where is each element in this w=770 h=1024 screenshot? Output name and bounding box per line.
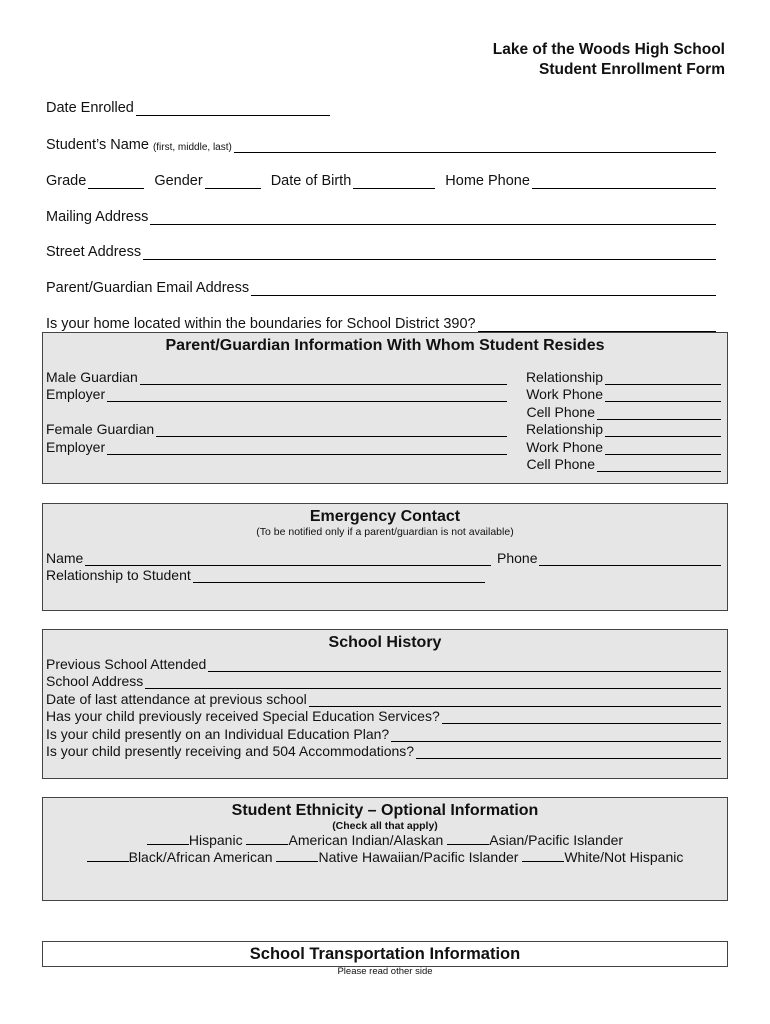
- last-attendance-field[interactable]: [309, 692, 721, 707]
- guardian-section: [42, 332, 728, 484]
- ethnicity-line-1: [43, 832, 727, 849]
- female-guardian-label: Female Guardian: [46, 421, 155, 437]
- street-address-field[interactable]: [143, 245, 716, 260]
- dob-label: Date of Birth: [270, 173, 352, 189]
- transportation-section: [42, 941, 728, 967]
- date-enrolled-label: Date Enrolled: [46, 100, 134, 116]
- date-enrolled-row: [46, 100, 716, 116]
- school-address-label: School Address: [46, 673, 144, 689]
- male-relationship-field[interactable]: [605, 370, 721, 385]
- previous-school-field[interactable]: [208, 657, 721, 672]
- home-phone-field[interactable]: [532, 174, 716, 189]
- transportation-section-title: School Transportation Information: [249, 945, 521, 963]
- american-indian-checkbox[interactable]: [246, 832, 288, 845]
- male-employer-label: Employer: [46, 386, 106, 402]
- grade-row: [46, 173, 716, 189]
- female-guardian-field[interactable]: [156, 422, 507, 437]
- female-cell-row: [46, 455, 721, 473]
- district-answer-field[interactable]: [478, 317, 716, 332]
- female-cell-phone-field[interactable]: [597, 457, 721, 472]
- male-cell-phone-field[interactable]: [597, 405, 721, 420]
- history-section-title: School History: [328, 634, 442, 651]
- male-work-phone-label: Work Phone: [526, 386, 603, 402]
- school-address-field[interactable]: [145, 674, 721, 689]
- emergency-phone-label: Phone: [497, 549, 538, 566]
- ethnicity-line-2: [43, 849, 727, 866]
- previous-school-row: [46, 654, 721, 672]
- native-hawaiian-checkbox[interactable]: [276, 849, 318, 862]
- female-guardian-row: [46, 420, 721, 438]
- emergency-phone-field[interactable]: [539, 551, 721, 566]
- emergency-relationship-field[interactable]: [193, 568, 485, 583]
- ethnicity-subtitle: (Check all that apply): [332, 820, 438, 832]
- iep-label: Is your child presently on an Individual Education Plan?: [46, 725, 390, 742]
- date-enrolled-field[interactable]: [136, 101, 330, 116]
- previous-school-label: Previous School Attended: [46, 655, 207, 672]
- gender-label: Gender: [154, 173, 203, 189]
- hispanic-checkbox[interactable]: [147, 832, 189, 845]
- mailing-address-label: Mailing Address: [46, 209, 149, 225]
- female-cell-phone-label: Cell Phone: [526, 456, 595, 472]
- guardian-section-title: Parent/Guardian Information With Whom Student Resides: [165, 337, 605, 354]
- guardian-email-row: [46, 280, 716, 296]
- male-guardian-label: Male Guardian: [46, 368, 138, 385]
- male-work-phone-field[interactable]: [605, 387, 721, 402]
- male-cell-phone-label: Cell Phone: [526, 403, 595, 420]
- american-indian-label: American Indian/Alaskan: [288, 832, 444, 848]
- mailing-address-row: [46, 209, 716, 225]
- ethnicity-section-title: Student Ethnicity – Optional Information: [231, 802, 539, 819]
- guardian-email-field[interactable]: [251, 281, 716, 296]
- white-checkbox[interactable]: [522, 849, 564, 862]
- school-name: Lake of the Woods High School: [492, 41, 725, 58]
- emergency-relationship-label: Relationship to Student: [46, 567, 191, 583]
- grade-label: Grade: [46, 173, 87, 189]
- native-hawaiian-label: Native Hawaiian/Pacific Islander: [318, 849, 519, 865]
- special-ed-label: Has your child previously received Special Education Services?: [46, 708, 440, 724]
- iep-field[interactable]: [391, 727, 721, 742]
- gender-field[interactable]: [205, 174, 261, 189]
- emergency-name-label: Name: [46, 549, 84, 566]
- mailing-address-field[interactable]: [150, 210, 716, 225]
- dob-field[interactable]: [353, 174, 435, 189]
- asian-checkbox[interactable]: [447, 832, 489, 845]
- student-name-row: [46, 137, 716, 153]
- iep-row: [46, 724, 721, 742]
- grade-field[interactable]: [88, 174, 144, 189]
- female-work-phone-label: Work Phone: [526, 438, 603, 455]
- last-attendance-row: [46, 689, 721, 707]
- home-phone-label: Home Phone: [445, 173, 530, 189]
- form-title: Student Enrollment Form: [539, 61, 725, 78]
- black-label: Black/African American: [128, 849, 273, 865]
- last-attendance-label: Date of last attendance at previous school: [46, 690, 307, 707]
- emergency-section-title: Emergency Contact: [309, 508, 461, 525]
- male-relationship-label: Relationship: [525, 368, 603, 385]
- student-name-field[interactable]: [234, 138, 716, 153]
- male-cell-row: [46, 402, 721, 420]
- female-work-phone-field[interactable]: [605, 440, 721, 455]
- emergency-name-row: [46, 548, 721, 566]
- male-guardian-field[interactable]: [140, 370, 507, 385]
- district-row: [46, 316, 716, 332]
- district-question: Is your home located within the boundaries for School District 390?: [46, 316, 476, 332]
- asian-label: Asian/Pacific Islander: [489, 832, 624, 848]
- street-address-label: Street Address: [46, 244, 142, 260]
- guardian-email-label: Parent/Guardian Email Address: [46, 280, 250, 296]
- page-note: Please read other side: [337, 966, 433, 977]
- street-address-row: [46, 244, 716, 260]
- male-employer-field[interactable]: [107, 387, 507, 402]
- female-employer-label: Employer: [46, 438, 106, 455]
- emergency-name-field[interactable]: [85, 551, 491, 566]
- special-ed-field[interactable]: [442, 709, 721, 724]
- female-employer-row: [46, 437, 721, 455]
- history-section: [42, 629, 728, 779]
- emergency-subtitle: (To be notified only if a parent/guardian is not available): [256, 526, 514, 538]
- accommodations-field[interactable]: [416, 744, 721, 759]
- male-employer-row: [46, 385, 721, 403]
- emergency-section: [42, 503, 728, 611]
- student-name-hint: (first, middle, last): [152, 142, 232, 153]
- form-header: [493, 40, 725, 80]
- accommodations-label: Is your child presently receiving and 504 Accommodations?: [46, 743, 415, 759]
- school-address-row: [46, 672, 721, 690]
- black-checkbox[interactable]: [87, 849, 129, 862]
- male-guardian-row: [46, 367, 721, 385]
- hispanic-label: Hispanic: [188, 832, 243, 848]
- special-ed-row: [46, 707, 721, 725]
- ethnicity-section: [42, 797, 728, 901]
- emergency-relationship-row: [46, 566, 721, 584]
- female-relationship-field[interactable]: [605, 422, 721, 437]
- female-employer-field[interactable]: [107, 440, 507, 455]
- accommodations-row: [46, 742, 721, 760]
- student-name-label: Student’s Name: [46, 137, 149, 153]
- white-label: White/Not Hispanic: [564, 849, 684, 865]
- female-relationship-label: Relationship: [525, 421, 603, 437]
